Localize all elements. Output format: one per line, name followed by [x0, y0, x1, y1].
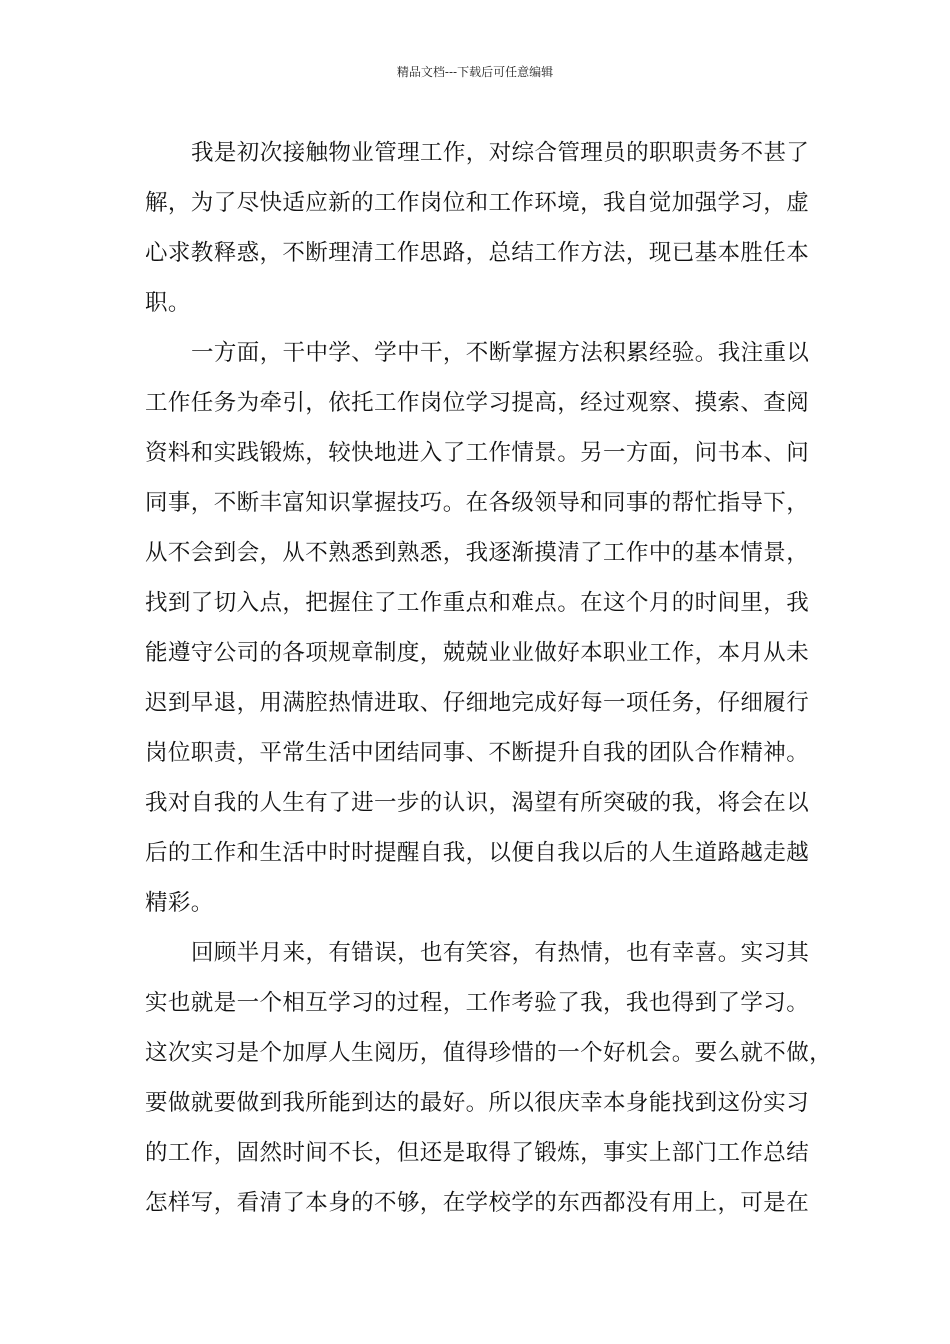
page-header: 精品文档---下载后可任意编辑: [396, 65, 554, 79]
text-line: 怎样写，看清了本身的不够，在学校学的东西都没有用上，可是在: [145, 1190, 810, 1216]
text-line: 岗位职责，平常生活中团结同事、不断提升自我的团队合作精神。: [145, 740, 810, 766]
text-line: 心求教释惑，不断理清工作思路，总结工作方法，现已基本胜任本: [145, 240, 810, 266]
text-line: 找到了切入点，把握住了工作重点和难点。在这个月的时间里，我: [145, 590, 810, 616]
text-line: 从不会到会，从不熟悉到熟悉，我逐渐摸清了工作中的基本情景，: [145, 540, 810, 566]
text-line: 能遵守公司的各项规章制度，兢兢业业做好本职业工作，本月从未: [145, 640, 810, 666]
text-line: 后的工作和生活中时时提醒自我，以便自我以后的人生道路越走越: [145, 840, 810, 866]
document-body: [145, 128, 833, 1228]
paragraph-3: [145, 928, 833, 1228]
paragraph-1: [145, 128, 810, 328]
text-line: 回顾半月来，有错误，也有笑容，有热情，也有幸喜。实习其: [191, 940, 810, 966]
text-line: 要做就要做到我所能到达的最好。所以很庆幸本身能找到这份实习: [145, 1090, 810, 1116]
text-line: 精彩。: [145, 890, 214, 916]
text-line: 我是初次接触物业管理工作，对综合管理员的职职责务不甚了: [191, 140, 810, 166]
text-line: 我对自我的人生有了进一步的认识，渴望有所突破的我，将会在以: [145, 790, 810, 816]
text-line: 一方面，干中学、学中干，不断掌握方法积累经验。我注重以: [191, 340, 810, 366]
text-line: 这次实习是个加厚人生阅历，值得珍惜的一个好机会。要么就不做，: [145, 1040, 833, 1066]
text-line: 实也就是一个相互学习的过程，工作考验了我，我也得到了学习。: [145, 990, 810, 1016]
text-line: 迟到早退，用满腔热情进取、仔细地完成好每一项任务，仔细履行: [145, 690, 810, 716]
paragraph-2: [145, 328, 810, 928]
text-line: 的工作，固然时间不长，但还是取得了锻炼，事实上部门工作总结: [145, 1140, 810, 1166]
text-line: 工作任务为牵引，依托工作岗位学习提高，经过观察、摸索、查阅: [145, 390, 810, 416]
text-line: 职。: [145, 290, 191, 316]
text-line: 同事，不断丰富知识掌握技巧。在各级领导和同事的帮忙指导下，: [145, 490, 810, 516]
text-line: 解，为了尽快适应新的工作岗位和工作环境，我自觉加强学习，虚: [145, 190, 810, 216]
text-line: 资料和实践锻炼，较快地进入了工作情景。另一方面，问书本、问: [145, 440, 810, 466]
